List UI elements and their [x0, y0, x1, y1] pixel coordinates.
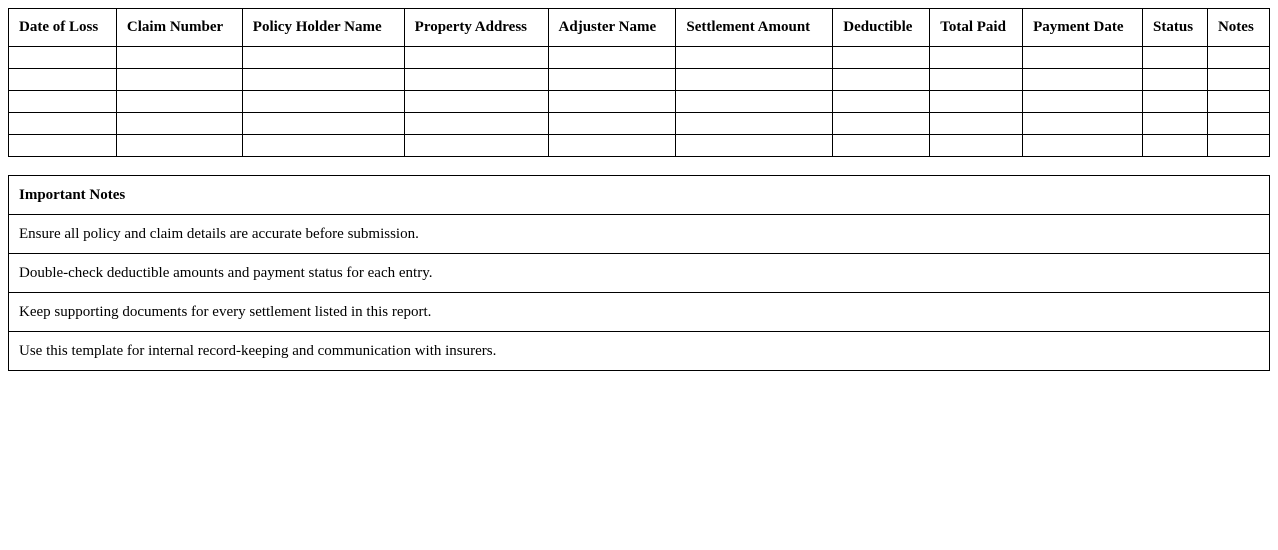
column-header: Status	[1143, 9, 1208, 47]
important-notes	[8, 175, 1270, 371]
table-cell[interactable]	[404, 91, 548, 113]
table-cell[interactable]	[9, 91, 117, 113]
table-cell[interactable]	[833, 91, 930, 113]
column-header: Total Paid	[930, 9, 1023, 47]
table-row	[9, 69, 1270, 91]
table-cell[interactable]	[833, 113, 930, 135]
table-cell[interactable]	[548, 91, 676, 113]
notes-title: Important Notes	[9, 176, 1270, 215]
table-cell[interactable]	[548, 135, 676, 157]
table-cell[interactable]	[548, 113, 676, 135]
table-cell[interactable]	[676, 69, 833, 91]
table-cell[interactable]	[242, 135, 404, 157]
table-cell[interactable]	[404, 47, 548, 69]
table-cell[interactable]	[9, 113, 117, 135]
table-cell[interactable]	[1023, 113, 1143, 135]
table-cell[interactable]	[9, 69, 117, 91]
table-cell[interactable]	[676, 91, 833, 113]
table-cell[interactable]	[1023, 47, 1143, 69]
note-item: Double-check deductible amounts and payment status for each entry.	[9, 254, 1270, 293]
table-cell[interactable]	[9, 47, 117, 69]
table-cell[interactable]	[1207, 47, 1269, 69]
column-header: Settlement Amount	[676, 9, 833, 47]
note-item: Ensure all policy and claim details are accurate before submission.	[9, 215, 1270, 254]
table-cell[interactable]	[116, 47, 242, 69]
column-header: Claim Number	[116, 9, 242, 47]
table-cell[interactable]	[833, 135, 930, 157]
table-cell[interactable]	[242, 91, 404, 113]
table-cell[interactable]	[676, 135, 833, 157]
table-cell[interactable]	[116, 135, 242, 157]
table-cell[interactable]	[1023, 135, 1143, 157]
table-cell[interactable]	[1143, 47, 1208, 69]
table-cell[interactable]	[1143, 135, 1208, 157]
table-cell[interactable]	[1143, 91, 1208, 113]
column-header: Notes	[1207, 9, 1269, 47]
table-cell[interactable]	[676, 47, 833, 69]
table-row	[9, 113, 1270, 135]
table-cell[interactable]	[930, 69, 1023, 91]
claims-table	[8, 8, 1270, 157]
note-item: Use this template for internal record-keeping and communication with insurers.	[9, 332, 1270, 371]
table-cell[interactable]	[116, 69, 242, 91]
table-cell[interactable]	[930, 135, 1023, 157]
table-cell[interactable]	[1207, 113, 1269, 135]
table-row	[9, 91, 1270, 113]
table-row	[9, 135, 1270, 157]
column-header: Adjuster Name	[548, 9, 676, 47]
table-cell[interactable]	[1143, 113, 1208, 135]
table-cell[interactable]	[833, 69, 930, 91]
table-cell[interactable]	[930, 113, 1023, 135]
table-row	[9, 47, 1270, 69]
table-cell[interactable]	[548, 47, 676, 69]
table-cell[interactable]	[116, 113, 242, 135]
table-cell[interactable]	[242, 69, 404, 91]
table-cell[interactable]	[9, 135, 117, 157]
table-cell[interactable]	[242, 47, 404, 69]
table-cell[interactable]	[404, 135, 548, 157]
table-cell[interactable]	[930, 91, 1023, 113]
table-cell[interactable]	[404, 69, 548, 91]
table-cell[interactable]	[1023, 91, 1143, 113]
table-cell[interactable]	[1143, 69, 1208, 91]
table-header-row	[9, 9, 1270, 47]
table-cell[interactable]	[1023, 69, 1143, 91]
column-header: Deductible	[833, 9, 930, 47]
column-header: Date of Loss	[9, 9, 117, 47]
note-item: Keep supporting documents for every settlement listed in this report.	[9, 293, 1270, 332]
table-cell[interactable]	[1207, 135, 1269, 157]
table-cell[interactable]	[242, 113, 404, 135]
table-cell[interactable]	[676, 113, 833, 135]
table-cell[interactable]	[833, 47, 930, 69]
column-header: Property Address	[404, 9, 548, 47]
table-cell[interactable]	[1207, 69, 1269, 91]
column-header: Policy Holder Name	[242, 9, 404, 47]
table-cell[interactable]	[930, 47, 1023, 69]
table-cell[interactable]	[1207, 91, 1269, 113]
table-cell[interactable]	[404, 113, 548, 135]
table-cell[interactable]	[116, 91, 242, 113]
column-header: Payment Date	[1023, 9, 1143, 47]
table-cell[interactable]	[548, 69, 676, 91]
